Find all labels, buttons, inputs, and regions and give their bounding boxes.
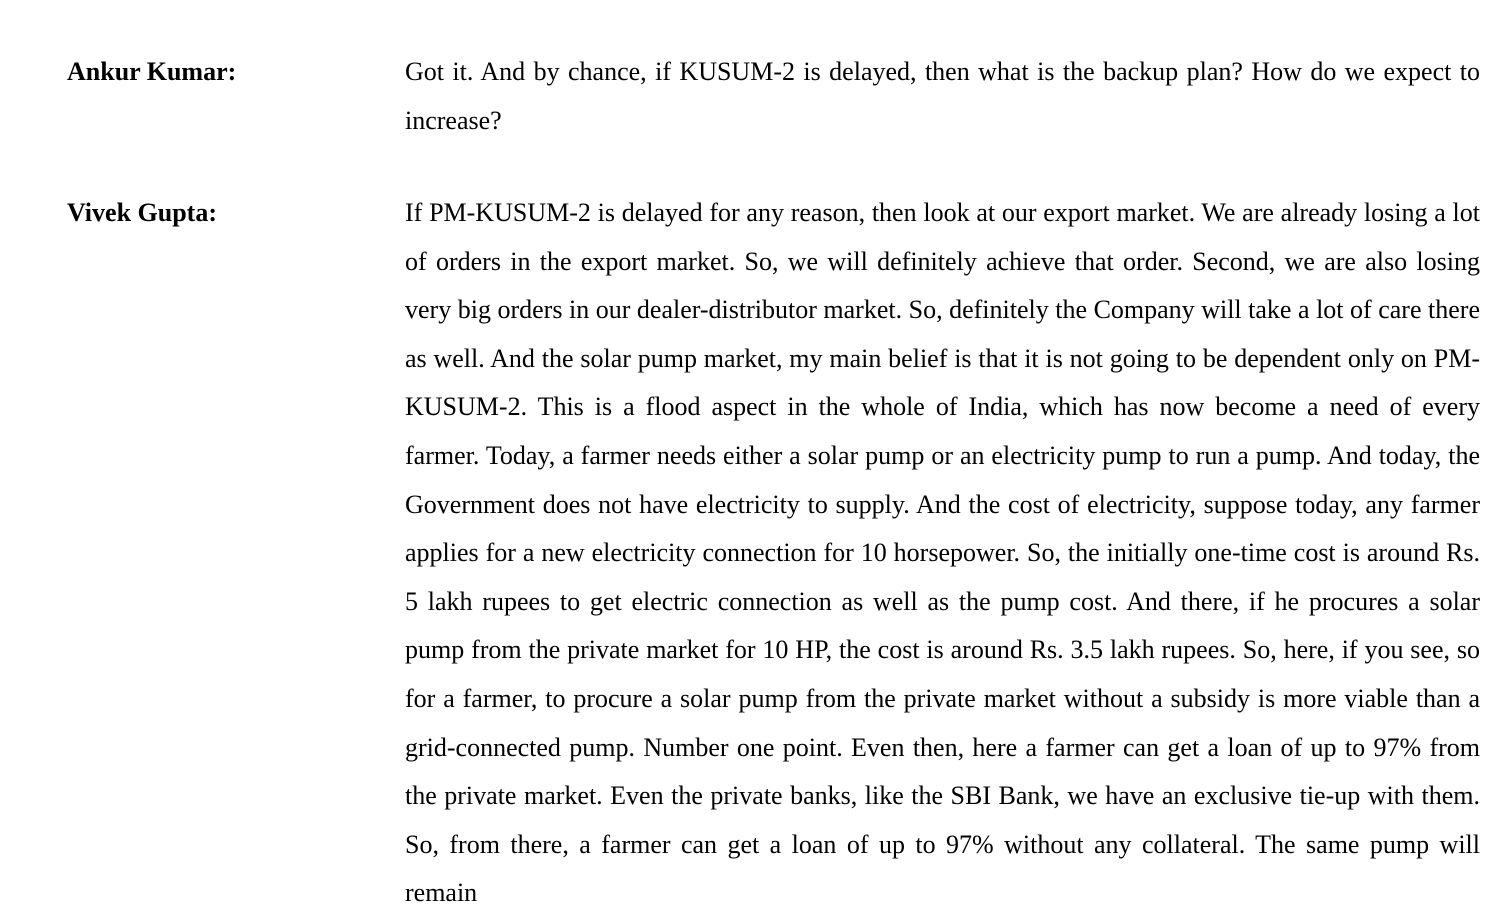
speech-text: If PM-KUSUM-2 is delayed for any reason, then look at our export market. We are already losing a lot of orders in the export market. So, we will definitely achieve that order. Second, we are also losing very big orders in our dealer-distributor market. So, definitely the Company will take a lot of care there as well. And the solar pump market, my main belief is that it is not going to be dependent only on PM-KUSUM-2. This is a flood aspect in the whole of India, which has now become a need of every farmer. Today, a farmer needs either a solar pump or an electricity pump to run a pump. And today, the Government does not have electricity to supply. And the cost of electricity, suppose today, any farmer applies for a new electricity connection for 10 horsepower. So, the initially one-time cost is around Rs. 5 lakh rupees to get electric connection as well as the pump cost. And there, if he procures a solar pump from the private market for 10 HP, the cost is around Rs. 3.5 lakh rupees. So, here, if you see, so for a farmer, to procure a solar pump from the private market without a subsidy is more viable than a grid-connected pump. Number one point. Even then, here a farmer can get a loan of up to 97% from the private market. Even the private banks, like the SBI Bank, we have an exclusive tie-up with them. So, from there, a farmer can get a loan of up to 97% without any collateral. The same pump will remain [405,198,1480,908]
speaker-name: Ankur Kumar: [67,57,237,86]
speaker-name: Vivek Gupta: [67,198,217,227]
speech-text: Got it. And by chance, if KUSUM-2 is delayed, then what is the backup plan? How do we expect to increase? [405,57,1480,135]
